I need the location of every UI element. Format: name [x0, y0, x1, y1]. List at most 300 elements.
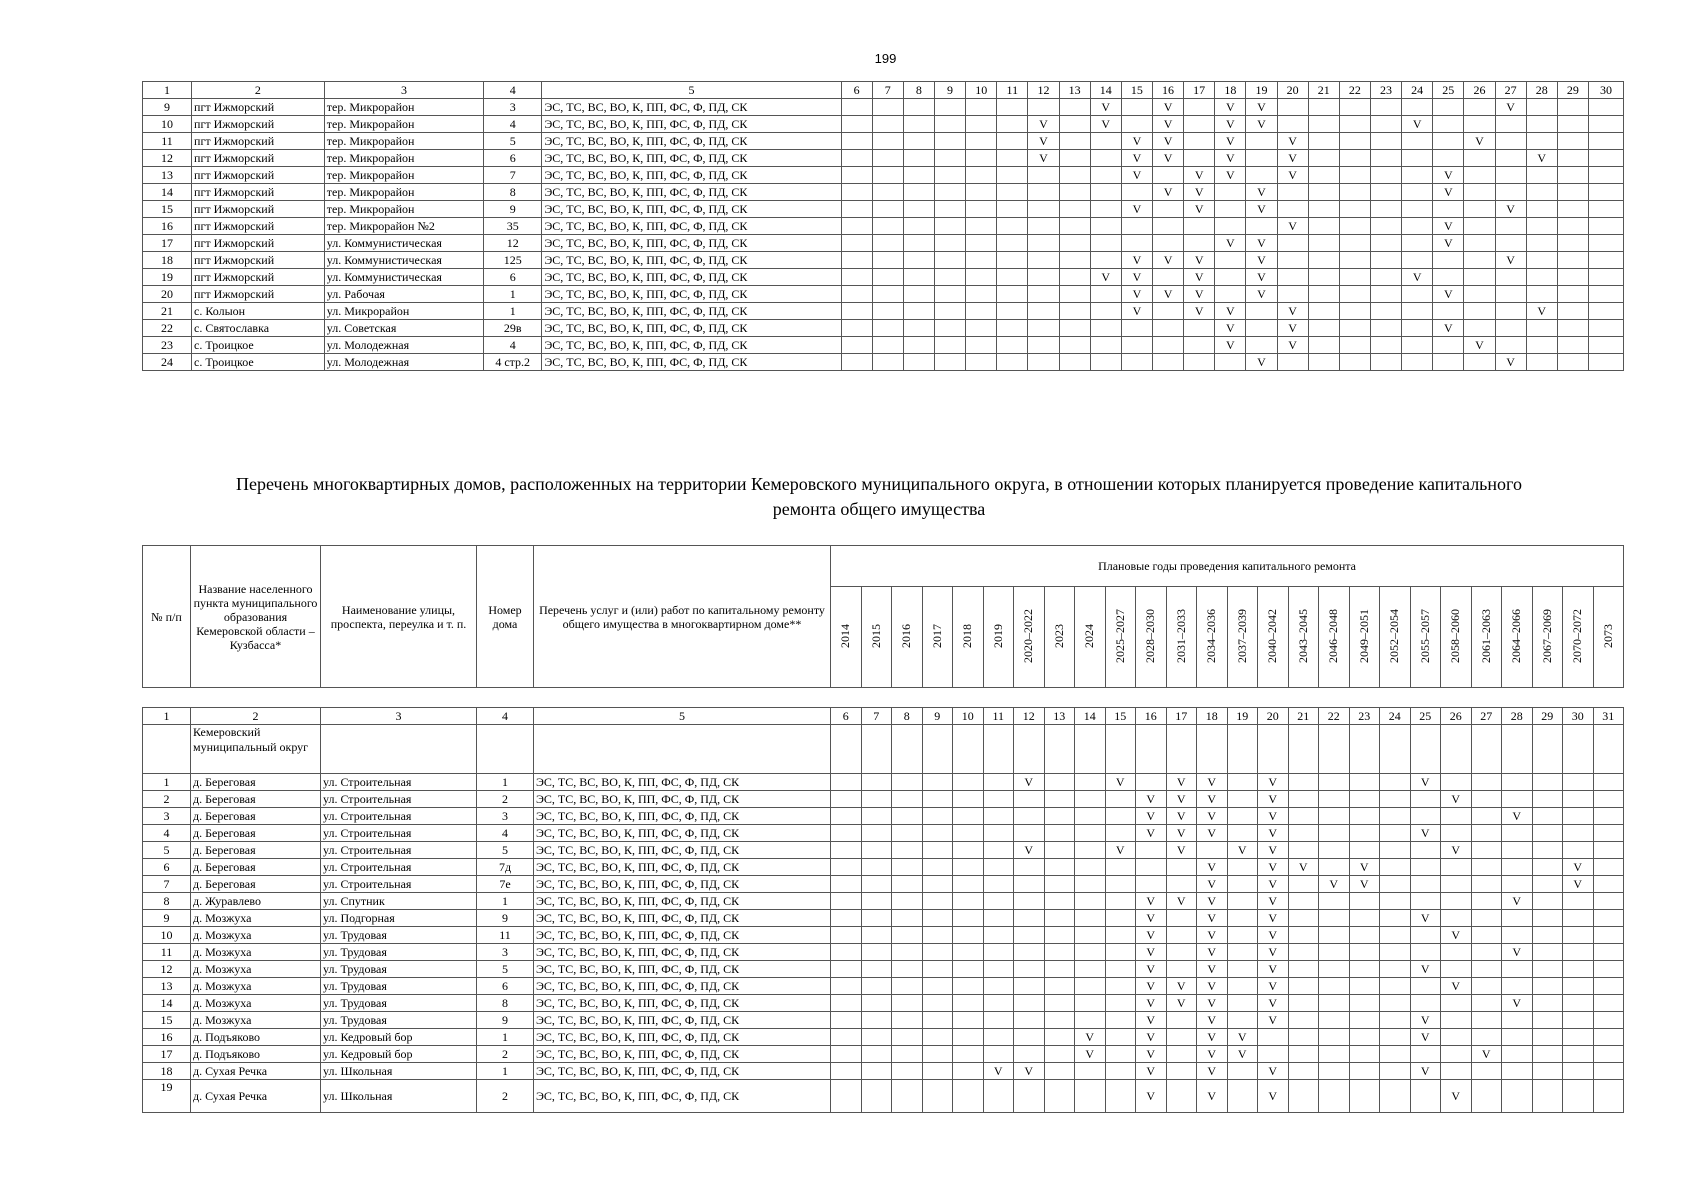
year-cell: V	[1136, 791, 1167, 808]
year-cell	[1380, 944, 1411, 961]
house-number: 7е	[477, 876, 534, 893]
year-cell	[934, 150, 965, 167]
house-number: 4	[484, 116, 542, 133]
year-cell	[1136, 842, 1167, 859]
year-cell	[1410, 842, 1441, 859]
year-cell	[1349, 978, 1380, 995]
year-cell	[1121, 320, 1152, 337]
year-cell: V	[1277, 337, 1308, 354]
year-cell	[1593, 876, 1624, 893]
year-cell: V	[1502, 944, 1533, 961]
year-cell	[872, 354, 903, 371]
year-cell	[831, 995, 862, 1012]
year-cell	[1044, 1046, 1075, 1063]
year-cell	[903, 252, 934, 269]
empty-cell	[534, 725, 831, 774]
year-cell	[1532, 1063, 1563, 1080]
locality: д. Сухая Речка	[191, 1063, 321, 1080]
year-cell	[1563, 1012, 1594, 1029]
year-cell	[1028, 99, 1059, 116]
year-cell	[831, 842, 862, 859]
year-cell	[1319, 1063, 1350, 1080]
year-header-cell	[1319, 587, 1350, 688]
year-cell	[1044, 910, 1075, 927]
year-cell: V	[1166, 825, 1197, 842]
header-cell: 22	[1339, 82, 1370, 99]
year-cell	[1471, 1080, 1502, 1113]
year-cell	[953, 893, 984, 910]
street: ул. Трудовая	[321, 944, 477, 961]
year-cell	[1215, 201, 1246, 218]
year-cell	[1349, 825, 1380, 842]
year-cell	[1246, 150, 1277, 167]
year-cell	[1502, 927, 1533, 944]
year-cell	[1339, 303, 1370, 320]
year-cell	[872, 235, 903, 252]
year-cell	[922, 1046, 953, 1063]
year-cell	[1184, 354, 1215, 371]
year-cell	[1121, 116, 1152, 133]
year-cell	[1588, 337, 1623, 354]
year-cell: V	[1166, 978, 1197, 995]
year-cell	[1152, 235, 1183, 252]
year-cell	[966, 167, 997, 184]
year-label: 2017	[929, 623, 944, 648]
year-cell	[1319, 961, 1350, 978]
year-cell	[1563, 1029, 1594, 1046]
year-cell	[1319, 791, 1350, 808]
year-cell	[1557, 150, 1588, 167]
year-cell	[1557, 218, 1588, 235]
locality: д. Береговая	[191, 774, 321, 791]
year-cell: V	[1197, 927, 1228, 944]
row-number: 19	[143, 1080, 191, 1113]
year-cell: V	[1215, 337, 1246, 354]
year-cell	[1502, 1012, 1533, 1029]
year-cell	[1410, 791, 1441, 808]
house-number: 6	[484, 269, 542, 286]
year-cell	[1105, 927, 1136, 944]
year-cell	[1044, 1063, 1075, 1080]
street: ул. Школьная	[321, 1063, 477, 1080]
works-list: ЭС, ТС, ВС, ВО, К, ПП, ФС, Ф, ПД, СК	[542, 167, 841, 184]
year-cell	[1028, 354, 1059, 371]
year-cell	[1563, 774, 1594, 791]
year-cell	[1044, 791, 1075, 808]
year-cell	[1090, 252, 1121, 269]
empty-cell	[1014, 725, 1045, 774]
year-cell: V	[1502, 995, 1533, 1012]
row-number: 15	[143, 1012, 191, 1029]
year-cell: V	[1121, 269, 1152, 286]
year-cell	[1402, 320, 1433, 337]
year-cell	[1471, 825, 1502, 842]
year-cell	[953, 876, 984, 893]
year-cell	[922, 876, 953, 893]
year-cell	[1526, 269, 1557, 286]
year-cell	[1075, 910, 1106, 927]
works-list: ЭС, ТС, ВС, ВО, К, ПП, ФС, Ф, ПД, СК	[534, 1012, 831, 1029]
year-cell	[1227, 927, 1258, 944]
header-cell: 16	[1136, 708, 1167, 725]
year-cell: V	[1246, 354, 1277, 371]
locality: пгт Ижморский	[192, 286, 325, 303]
year-cell	[1308, 235, 1339, 252]
table-row	[143, 1046, 1624, 1063]
empty-cell	[983, 725, 1014, 774]
year-cell: V	[1197, 825, 1228, 842]
year-cell	[1339, 286, 1370, 303]
year-cell	[841, 167, 872, 184]
table-row	[143, 286, 1624, 303]
year-cell	[934, 303, 965, 320]
year-cell	[1105, 876, 1136, 893]
header-cell: 31	[1593, 708, 1624, 725]
year-cell	[1288, 842, 1319, 859]
year-cell	[861, 876, 892, 893]
year-cell	[966, 133, 997, 150]
locality: пгт Ижморский	[192, 218, 325, 235]
year-cell	[1563, 927, 1594, 944]
table-row	[143, 774, 1624, 791]
header-cell: 30	[1563, 708, 1594, 725]
year-cell	[1184, 133, 1215, 150]
year-label: 2058–2060	[1448, 608, 1463, 663]
year-cell	[1277, 201, 1308, 218]
year-cell: V	[1441, 978, 1472, 995]
street: ул. Коммунистическая	[324, 252, 483, 269]
year-cell	[1410, 808, 1441, 825]
empty-cell	[1593, 725, 1624, 774]
year-cell	[903, 337, 934, 354]
table-row	[143, 978, 1624, 995]
year-cell	[997, 235, 1028, 252]
year-cell: V	[1136, 1080, 1167, 1113]
year-cell	[953, 1046, 984, 1063]
year-cell	[1028, 286, 1059, 303]
year-cell	[1502, 978, 1533, 995]
year-cell: V	[1495, 252, 1526, 269]
year-cell	[1464, 218, 1495, 235]
year-cell	[1288, 774, 1319, 791]
year-cell: V	[1258, 1063, 1289, 1080]
house-number: 125	[484, 252, 542, 269]
year-cell: V	[1121, 167, 1152, 184]
year-cell	[831, 774, 862, 791]
year-cell	[1075, 961, 1106, 978]
table-row	[143, 1063, 1624, 1080]
year-cell	[1136, 774, 1167, 791]
header-cell: 19	[1227, 708, 1258, 725]
year-cell	[1433, 116, 1464, 133]
year-cell	[1370, 167, 1401, 184]
house-number: 3	[477, 808, 534, 825]
year-cell	[1339, 252, 1370, 269]
row-number: 8	[143, 893, 191, 910]
house-number: 4	[484, 337, 542, 354]
year-cell	[1471, 876, 1502, 893]
year-cell: V	[1246, 116, 1277, 133]
year-cell	[1441, 1029, 1472, 1046]
year-cell	[1532, 910, 1563, 927]
year-cell	[1532, 876, 1563, 893]
year-cell	[1433, 150, 1464, 167]
year-cell	[1044, 1012, 1075, 1029]
year-cell	[1308, 116, 1339, 133]
year-cell: V	[1121, 133, 1152, 150]
year-cell: V	[1197, 1046, 1228, 1063]
header-cell: 29	[1532, 708, 1563, 725]
year-label: 2037–2039	[1234, 608, 1249, 663]
header-cell: 5	[534, 708, 831, 725]
year-cell: V	[1258, 842, 1289, 859]
year-cell	[966, 235, 997, 252]
year-cell	[861, 1029, 892, 1046]
year-cell	[1075, 893, 1106, 910]
year-cell	[1121, 184, 1152, 201]
year-cell	[1044, 995, 1075, 1012]
row-number: 4	[143, 825, 191, 842]
year-cell	[1227, 910, 1258, 927]
year-cell	[861, 859, 892, 876]
row-number: 9	[143, 910, 191, 927]
year-cell	[922, 944, 953, 961]
year-cell	[861, 774, 892, 791]
year-cell: V	[1227, 1046, 1258, 1063]
year-cell	[1526, 235, 1557, 252]
table-row	[143, 927, 1624, 944]
year-cell	[1105, 825, 1136, 842]
header-cell: 15	[1105, 708, 1136, 725]
year-cell	[892, 1046, 923, 1063]
year-cell	[953, 1012, 984, 1029]
year-cell	[953, 808, 984, 825]
year-cell	[934, 201, 965, 218]
year-cell	[1090, 167, 1121, 184]
row-number: 7	[143, 876, 191, 893]
year-cell	[1246, 167, 1277, 184]
year-cell	[1588, 184, 1623, 201]
header-cell: 30	[1588, 82, 1623, 99]
year-cell: V	[1258, 927, 1289, 944]
year-cell	[1563, 791, 1594, 808]
street: ул. Советская	[324, 320, 483, 337]
street: ул. Строительная	[321, 859, 477, 876]
year-cell: V	[1075, 1046, 1106, 1063]
year-cell	[1349, 1080, 1380, 1113]
year-cell: V	[1441, 927, 1472, 944]
year-cell	[1288, 876, 1319, 893]
year-cell	[953, 1080, 984, 1113]
year-cell	[1380, 995, 1411, 1012]
year-cell	[1166, 1029, 1197, 1046]
year-cell	[1349, 995, 1380, 1012]
table-row	[143, 201, 1624, 218]
year-cell	[1339, 201, 1370, 218]
year-cell	[1471, 842, 1502, 859]
year-cell	[872, 201, 903, 218]
year-cell	[1288, 1012, 1319, 1029]
year-cell	[1339, 269, 1370, 286]
year-cell	[1557, 167, 1588, 184]
year-cell	[997, 354, 1028, 371]
street: ул. Молодежная	[324, 337, 483, 354]
year-cell: V	[1215, 303, 1246, 320]
year-cell	[1152, 167, 1183, 184]
year-cell	[1044, 1080, 1075, 1113]
row-number: 2	[143, 791, 191, 808]
year-cell	[966, 99, 997, 116]
year-cell	[1308, 320, 1339, 337]
year-cell	[1028, 320, 1059, 337]
year-cell: V	[1152, 252, 1183, 269]
year-cell	[1380, 791, 1411, 808]
year-cell	[1593, 893, 1624, 910]
year-cell	[966, 218, 997, 235]
year-cell	[934, 99, 965, 116]
empty-cell	[321, 725, 477, 774]
header-cell: 23	[1370, 82, 1401, 99]
year-cell	[903, 184, 934, 201]
works-list: ЭС, ТС, ВС, ВО, К, ПП, ФС, Ф, ПД, СК	[542, 303, 841, 320]
empty-cell	[1258, 725, 1289, 774]
year-cell	[997, 252, 1028, 269]
year-cell	[892, 859, 923, 876]
table-row	[143, 116, 1624, 133]
empty-cell	[831, 725, 862, 774]
year-cell: V	[1152, 184, 1183, 201]
empty-cell	[1380, 725, 1411, 774]
year-cell	[1044, 774, 1075, 791]
year-cell	[1105, 910, 1136, 927]
year-cell	[831, 859, 862, 876]
year-cell	[983, 842, 1014, 859]
year-cell	[983, 859, 1014, 876]
year-cell	[997, 218, 1028, 235]
year-cell	[1288, 910, 1319, 927]
header-cell: 18	[1197, 708, 1228, 725]
year-cell: V	[1184, 201, 1215, 218]
year-cell: V	[1410, 910, 1441, 927]
year-cell: V	[1166, 791, 1197, 808]
year-cell	[1028, 252, 1059, 269]
year-cell: V	[1121, 286, 1152, 303]
locality: д. Мозжуха	[191, 961, 321, 978]
year-cell	[903, 99, 934, 116]
year-cell	[1349, 1029, 1380, 1046]
year-cell: V	[1433, 320, 1464, 337]
header-cell: 25	[1410, 708, 1441, 725]
year-cell: V	[1246, 269, 1277, 286]
year-cell: V	[1433, 167, 1464, 184]
year-cell	[1028, 235, 1059, 252]
works-list: ЭС, ТС, ВС, ВО, К, ПП, ФС, Ф, ПД, СК	[534, 1046, 831, 1063]
locality: с. Троицкое	[192, 337, 325, 354]
year-cell	[1105, 1029, 1136, 1046]
header-cell: 10	[966, 82, 997, 99]
year-cell	[1090, 235, 1121, 252]
year-cell	[1370, 235, 1401, 252]
year-cell	[1380, 774, 1411, 791]
year-cell	[1441, 808, 1472, 825]
year-cell: V	[1152, 286, 1183, 303]
year-cell: V	[1197, 876, 1228, 893]
house-number: 8	[484, 184, 542, 201]
year-cell	[1339, 99, 1370, 116]
year-cell	[1370, 286, 1401, 303]
year-cell	[966, 320, 997, 337]
table-row	[143, 842, 1624, 859]
works-list: ЭС, ТС, ВС, ВО, К, ПП, ФС, Ф, ПД, СК	[534, 791, 831, 808]
year-cell	[934, 184, 965, 201]
header-house: Номер дома	[477, 546, 534, 688]
year-cell	[1105, 1046, 1136, 1063]
empty-cell	[1349, 725, 1380, 774]
table-row	[143, 133, 1624, 150]
year-cell	[1593, 944, 1624, 961]
year-cell: V	[1152, 99, 1183, 116]
year-cell: V	[1184, 252, 1215, 269]
year-label: 2031–2033	[1173, 608, 1188, 663]
year-cell	[1288, 961, 1319, 978]
year-cell	[953, 825, 984, 842]
year-cell	[983, 774, 1014, 791]
header-cell: 9	[922, 708, 953, 725]
year-cell	[1441, 876, 1472, 893]
year-cell	[1532, 774, 1563, 791]
year-cell	[1105, 1012, 1136, 1029]
year-cell	[1349, 1046, 1380, 1063]
house-number: 2	[477, 791, 534, 808]
header-cell: 15	[1121, 82, 1152, 99]
year-cell	[1288, 808, 1319, 825]
street: тер. Микрорайон	[324, 116, 483, 133]
year-cell	[1563, 944, 1594, 961]
works-list: ЭС, ТС, ВС, ВО, К, ПП, ФС, Ф, ПД, СК	[534, 1080, 831, 1113]
year-cell: V	[1258, 876, 1289, 893]
year-cell	[903, 235, 934, 252]
house-number: 11	[477, 927, 534, 944]
year-cell: V	[1441, 1080, 1472, 1113]
year-cell	[1349, 842, 1380, 859]
year-cell	[1059, 218, 1090, 235]
year-header-cell	[1014, 587, 1045, 688]
year-cell	[1014, 791, 1045, 808]
year-cell	[1152, 269, 1183, 286]
year-cell: V	[1014, 842, 1045, 859]
year-cell	[903, 150, 934, 167]
empty-cell	[1044, 725, 1075, 774]
row-number: 9	[143, 99, 192, 116]
year-cell	[1563, 1063, 1594, 1080]
empty-cell	[1471, 725, 1502, 774]
empty-cell	[1197, 725, 1228, 774]
year-cell	[1495, 133, 1526, 150]
year-cell	[1495, 218, 1526, 235]
year-cell: V	[1277, 167, 1308, 184]
table-row	[143, 910, 1624, 927]
year-cell	[1495, 286, 1526, 303]
year-cell	[922, 825, 953, 842]
year-cell	[934, 167, 965, 184]
empty-cell	[1166, 725, 1197, 774]
year-cell	[1526, 320, 1557, 337]
works-list: ЭС, ТС, ВС, ВО, К, ПП, ФС, Ф, ПД, СК	[534, 995, 831, 1012]
year-cell	[831, 1080, 862, 1113]
year-cell	[1090, 184, 1121, 201]
year-cell	[1028, 201, 1059, 218]
year-cell	[966, 269, 997, 286]
